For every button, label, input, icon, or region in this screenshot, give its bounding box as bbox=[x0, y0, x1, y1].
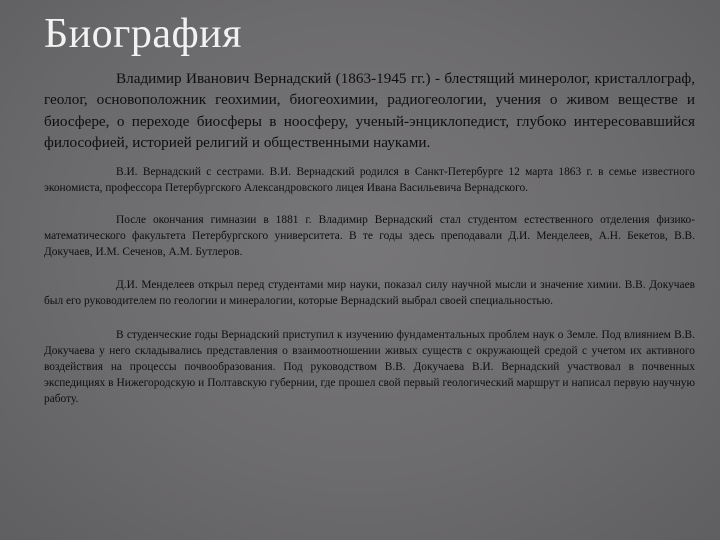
mentors-paragraph: Д.И. Менделеев открыл перед студентами мир науки, показал силу научной мысли и значение химии. В.В. Докучаев был его руководителем по геологии и минералогии, которые Вернадский выбрал своей специальностью. bbox=[44, 279, 695, 308]
intro-paragraph: Владимир Иванович Вернадский (1863-1945 гг.) - блестящий минеролог, кристаллограф, геолог, основоположник геохимии, биогеохимии, радиогеологии, учения о живом веществе и биосфере, о переходе биосферы в ноосферу, ученый-энциклопедист, глубоко интересовавшийся философией, историей религий и общественными науками. bbox=[44, 70, 695, 151]
slide-body bbox=[44, 68, 695, 408]
student-years-paragraph: В студенческие годы Вернадский приступил к изучению фундаментальных проблем наук о Земле. Под влиянием В.В. Докучаева у него складывались представления о взаимоотношении живых существ с окружающей средой с учетом их активного воздействия на процессы почвообразования. Под руководством В.В. Докучаева В.И. Вернадский участвовал в почвенных экспедициях в Нижегородскую и Полтавскую губернии, где прошел свой первый геологический маршрут и написал первую научную работу. bbox=[44, 328, 695, 406]
slide-title: Биография bbox=[44, 11, 242, 57]
university-paragraph: После окончания гимназии в 1881 г. Владимир Вернадский стал студентом естественного отделения физико-математического факультета Петербургского университета. В те годы здесь преподавали Д.И. Менделеев, А.Н. Бекетов, В.В. Докучаев, И.М. Сеченов, А.М. Бутлеров. bbox=[44, 213, 695, 258]
birth-paragraph: В.И. Вернадский с сестрами. В.И. Вернадский родился в Санкт-Петербурге 12 марта 1863 г. в семье известного экономиста, профессора Петербургского Александровского лицея Ивана Васильевича Вернадского. bbox=[44, 166, 695, 195]
